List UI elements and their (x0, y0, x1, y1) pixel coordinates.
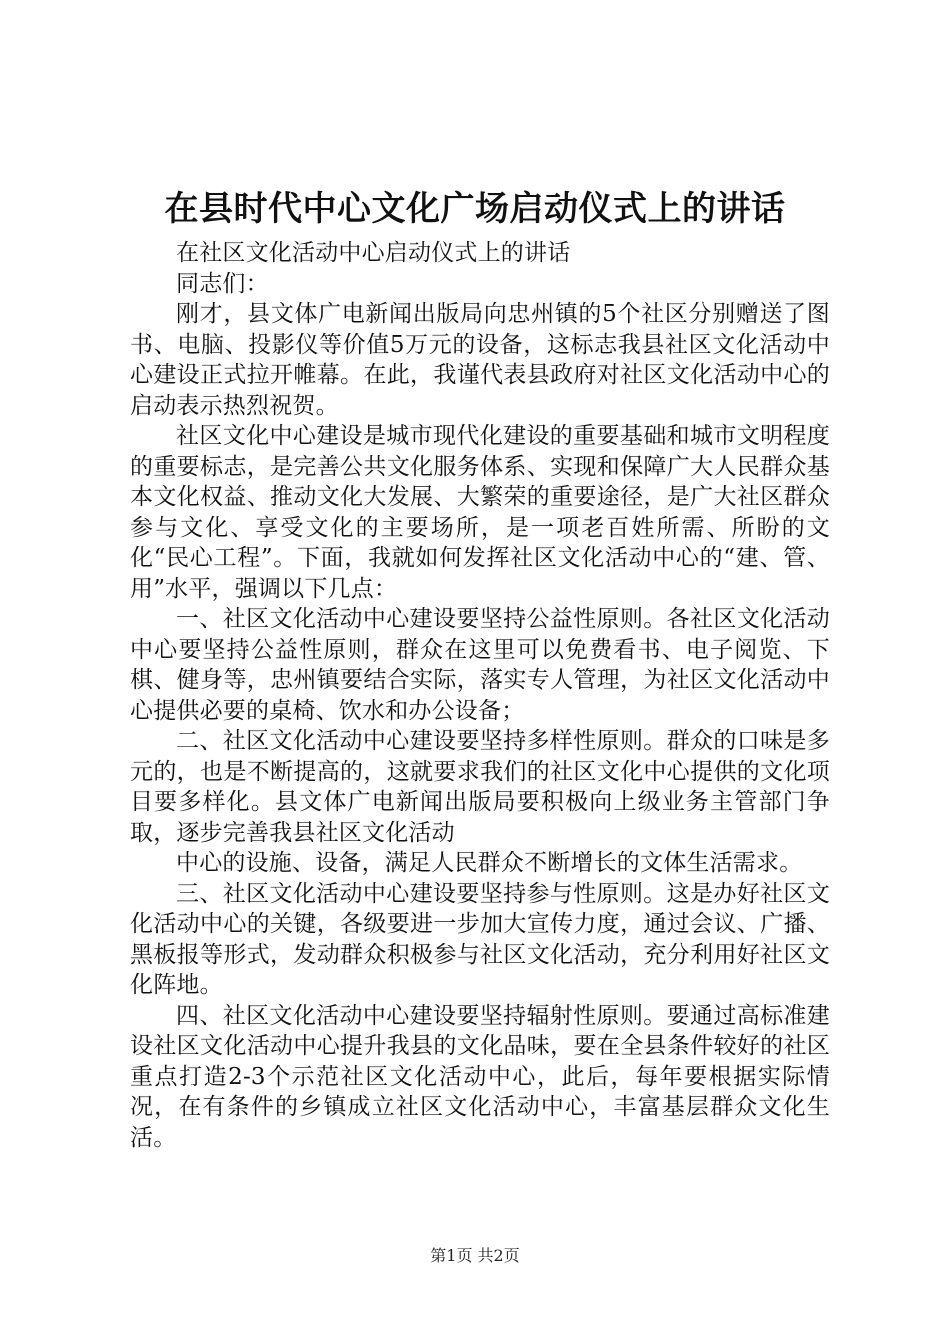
body-paragraph: 刚才，县文体广电新闻出版局向忠州镇的5个社区分别赠送了图书、电脑、投影仪等价值5万元的设备，这标志我县社区文化活动中心建设正式拉开帷幕。在此，我谨代表县政府对社区文化活动中心的启动表示热烈祝贺。 (130, 301, 830, 419)
document-body (130, 238, 830, 1153)
point-two-continuation: 中心的设施、设备，满足人民群众不断增长的文体生活需求。 (176, 850, 803, 876)
salutation-paragraph: 同志们： (176, 270, 269, 297)
subtitle-paragraph: 在社区文化活动中心启动仪式上的讲话 (176, 240, 571, 266)
point-four-paragraph: 四、社区文化活动中心建设要坚持辐射性原则。要通过高标准建设社区文化活动中心提升我县的文化品味，要在全县条件较好的社区重点打造2-3个示范社区文化活动中心，此后，每年要根据实际情况，在有条件的乡镇成立社区文化活动中心，丰富基层群众文化生活。 (130, 1002, 830, 1151)
point-one-paragraph: 一、社区文化活动中心建设要坚持公益性原则。各社区文化活动中心要坚持公益性原则，群众在这里可以免费看书、电子阅览、下棋、健身等，忠州镇要结合实际，落实专人管理，为社区文化活动中心提供必要的桌椅、饮水和办公设备； (130, 606, 830, 724)
document-title: 在县时代中心文化广场启动仪式上的讲话 (164, 189, 786, 229)
point-three-paragraph: 三、社区文化活动中心建设要坚持参与性原则。这是办好社区文化活动中心的关键，各级要进一步加大宣传力度，通过会议、广播、黑板报等形式，发动群众积极参与社区文化活动，充分利用好社区文化阵地。 (130, 880, 830, 998)
point-two-paragraph: 二、社区文化活动中心建设要坚持多样性原则。群众的口味是多元的，也是不断提高的，这就要求我们的社区文化中心提供的文化项目要多样化。县文体广电新闻出版局要积极向上级业务主管部门争取，逐步完善我县社区文化活动 (130, 728, 830, 846)
page-number-footer: 第1页 共2页 (430, 1246, 520, 1265)
body-paragraph: 社区文化中心建设是城市现代化建设的重要基础和城市文明程度的重要标志，是完善公共文化服务体系、实现和保障广大人民群众基本文化权益、推动文化大发展、大繁荣的重要途径，是广大社区群众参与文化、享受文化的主要场所，是一项老百姓所需、所盼的文化“民心工程”。下面，我就如何发挥社区文化活动中心的“建、管、用”水平，强调以下几点： (130, 423, 830, 602)
